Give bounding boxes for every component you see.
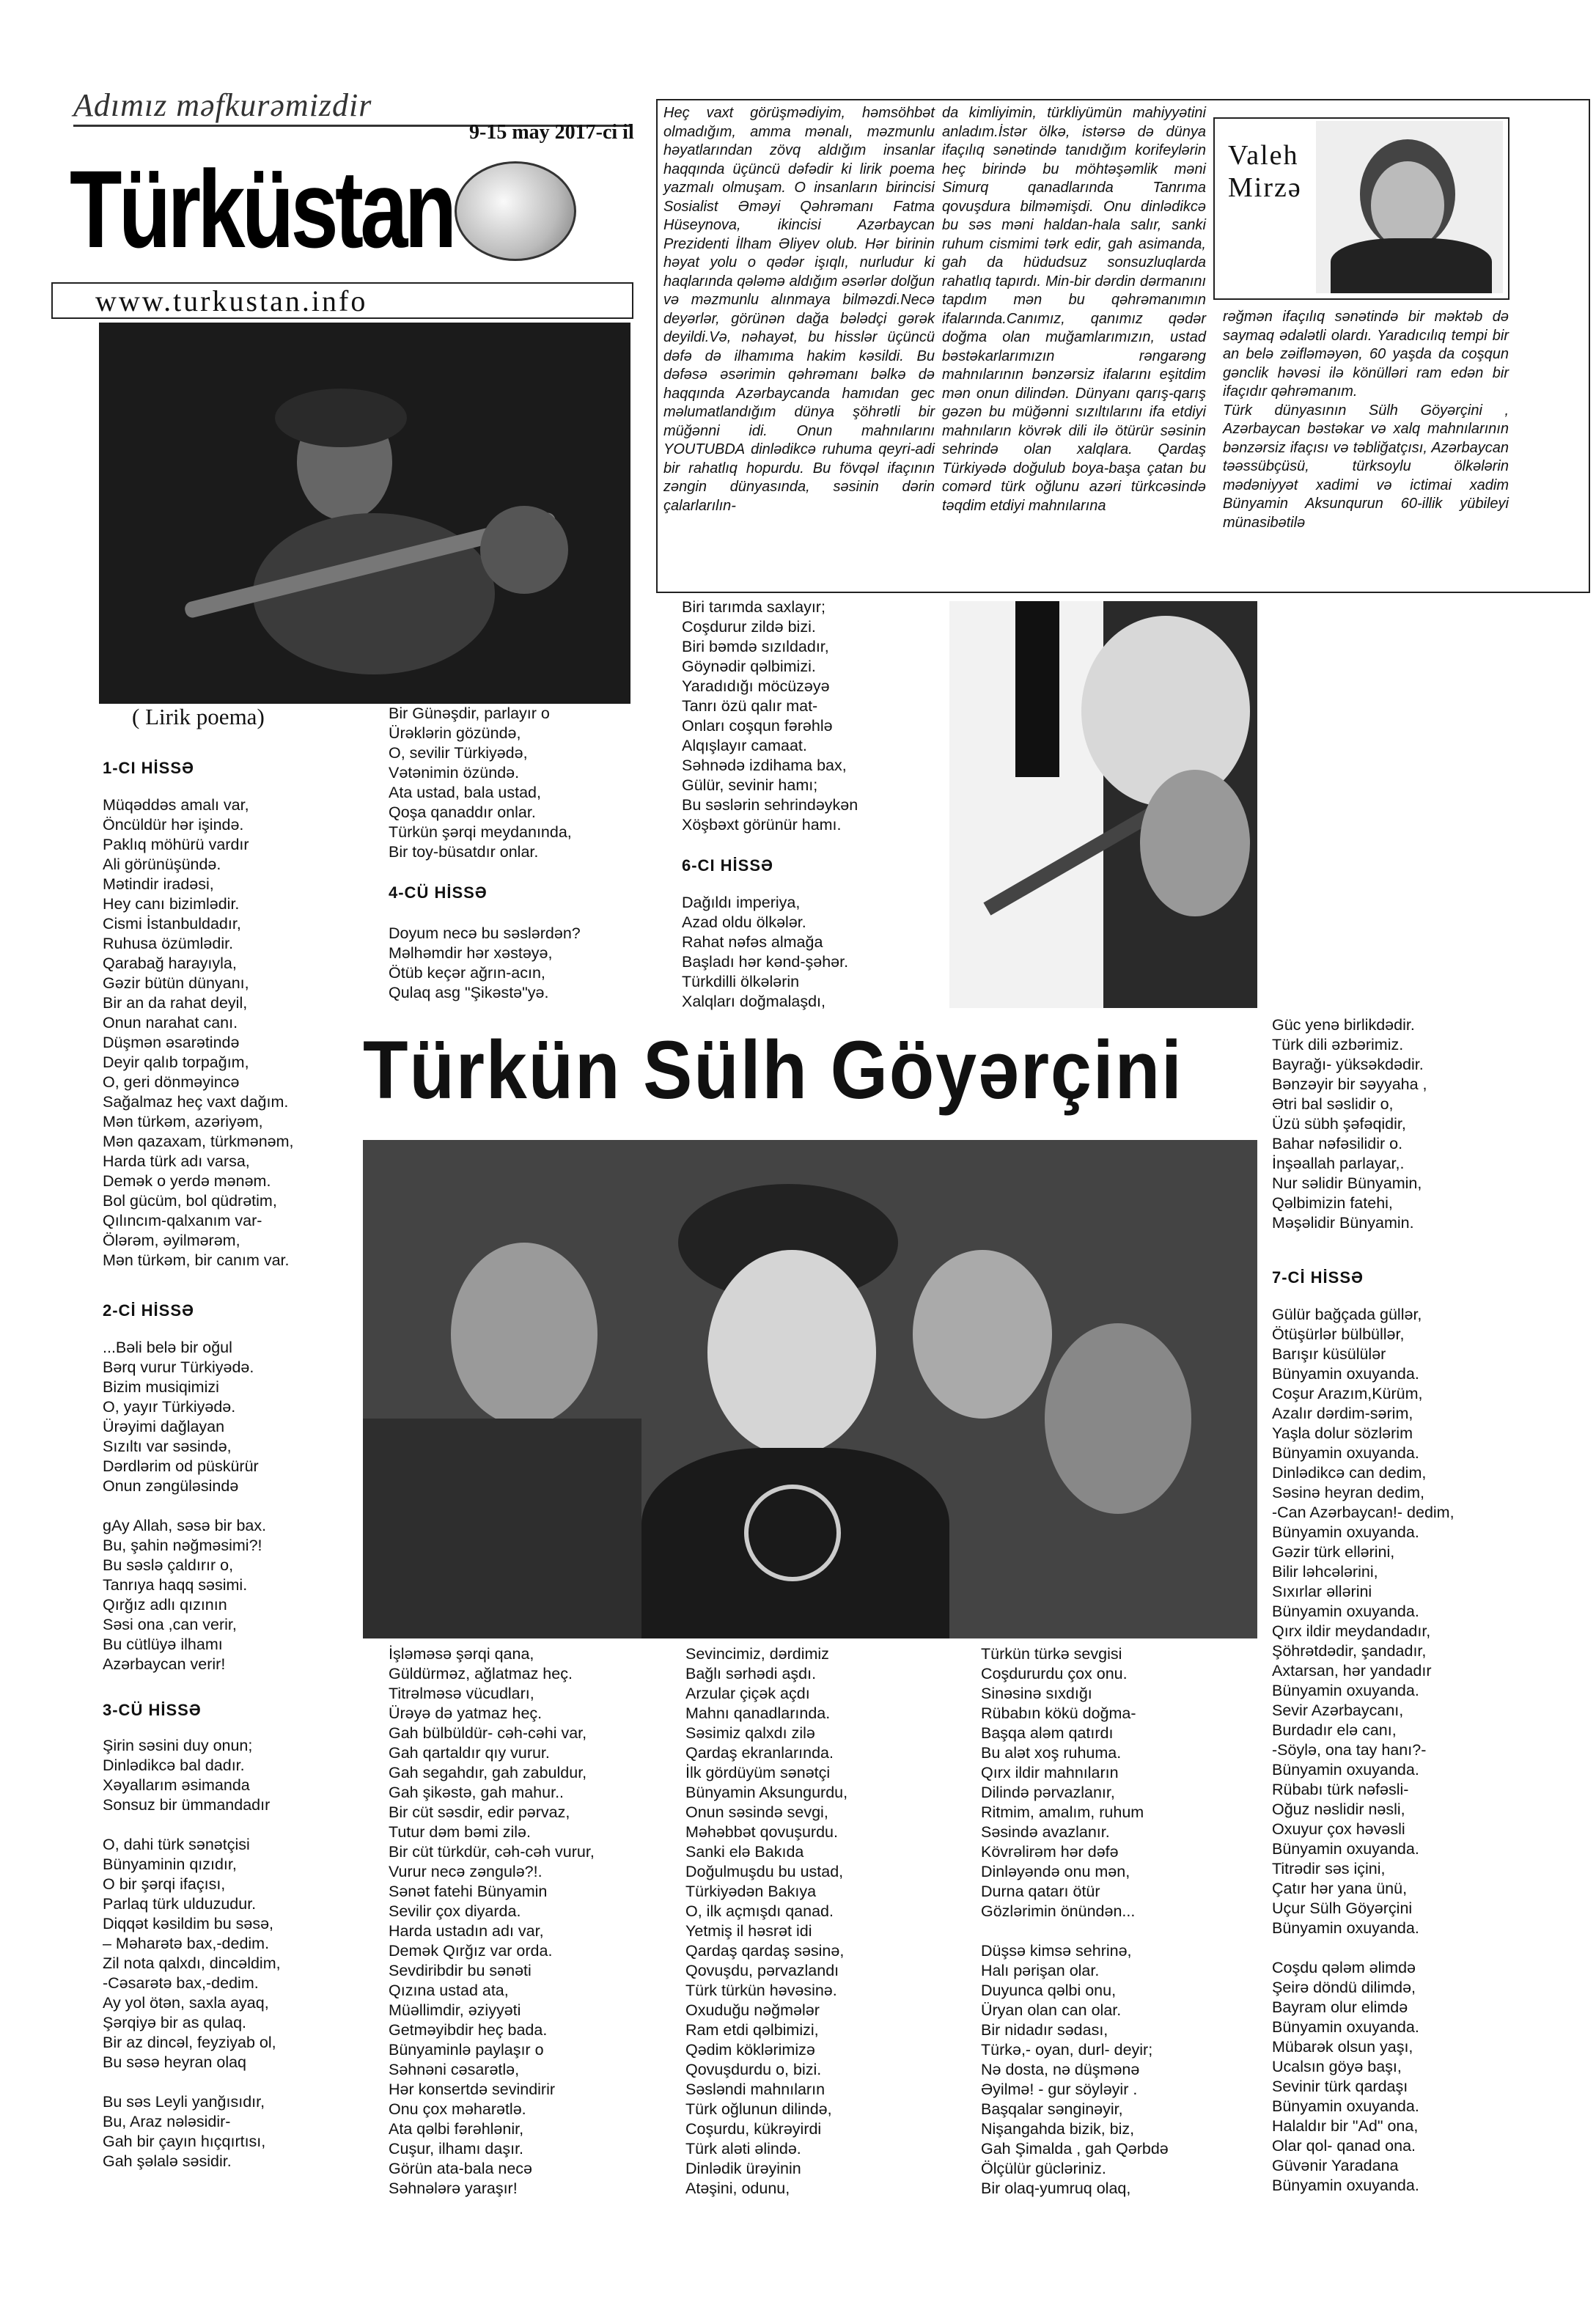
intro-column-1: Heç vaxt görüşmədiyim, həmsöhbət olmadığım, amma mənalı, məzmunlu həyatlarından zövq aldığım insanlar haqqında üçüncü dəfədir ki lirik poema yazmalı olmuşam. O insanların birincisi Sosialist Əməyi Qəhrəmanı Fatma Hüseynova, ikincisi Azərbaycan Prezidenti İlham Əliyev olub. Hər birinin həyat yolu o qədər işıqlı, nurludur ki haqlarında qələmə aldığım əsərlər dolğun və məzmunlu alınmaya bilməzdi.Necə deyərlər, görünən dağa bələdçi gərək deyildi.Və, nəhayət, bu hisslər üçüncü dəfə də ilhamıma hakim kəsildi. Bu dəfəsə əsərimin qəhrəmanı bəlkə də haqqında Azərbaycanda hamıdan gec məlumatlandığım dünya şöhrətli bir müğənni idi. Onun mahnılarını YOUTUBDA dinlədikcə ruhuma qeyri-adi bir rahatlıq hopurdu. Bu fövqəl ifaçının zəngin dünyasında, səsinin dərin çalarlarılın- bbox=[663, 105, 935, 514]
section-7-verse: Gülür bağçada güllər, Ötüşürlər bülbüllər, Barışır küsülülər Bünyamin oxuyanda. Coşur Arazım,Kürüm, Azalır dərdim-sərim, Yaşla dolur sözlərim Bünyamin oxuyanda. Dinlədikcə can dedim, Səsinə heyran dedim, -Can Azərbaycan!- dedim, Bünyamin oxuyanda. Gəzir türk ellərini, Bilir ləhcələrini, Sıxırlar əllərini Bünyamin oxuyanda. Qırx ildir meydandadır, Şöhrətdədir, şandadır, Axtarsan, hər yandadır Bünyamin oxuyanda. Sevir Azərbaycanı, Burdadır elə canı, -Söylə, ona tay hanı?- Bünyamin oxuyanda. Rübabı türk nəfəsli- Oğuz nəslidir nəsli, Oxuyur çox həvəsli Bünyamin oxuyanda. Titrədir səs içini, Çatır hər yana ünü, Uçur Sülh Göyərçini Bünyamin oxuyanda. Coşdu qələm əlimdə Şeirə döndü dilimdə, Bayram olur elimdə Bünyamin oxuyanda. Mübarək olsun yaşı, Ucalsın göyə başı, Sevinir türk qardaşı Bünyamin oxuyanda. Halaldır bir "Ad" ona, Olar qol- qanad ona. Güvənir Yaradana Bünyamin oxuyanda. bbox=[1272, 1306, 1455, 2194]
masthead-slogan: Adımız məfkurəmizdir bbox=[73, 87, 372, 123]
section-7-title: 7-Cİ HİSSƏ bbox=[1272, 1268, 1364, 1287]
column-3-bottom-verse: Sevincimiz, dərdimiz Bağlı sərhədi aşdı. Arzular çiçək açdı Mahnı qanadlarında. Səsimiz qalxdı zilə Qardaş ekranlarında. İlk gördüyüm sənətçi Bünyamin Aksungurdu, Onun səsində sevgi, Məhəbbət qovuşurdu. Sanki elə Bakıda Doğulmuşdu bu ustad, Türkiyədən Bakıya O, ilk açmışdı qanad. Yetmiş il həsrət idi Qardaş qardaş səsinə, Qovuşdu, pərvazlandı Türk türkün həvəsinə. Oxuduğu nəğmələr Ram etdi qəlbimizi, Qədim köklərimizə Qovuşdurdu o, bizi. Səsləndi mahnıların Türk oğlunun dilində, Coşurdu, kükrəyirdi Türk aləti əlində. Dinlədik ürəyinin Atəşini, odunu, bbox=[685, 1645, 848, 2197]
section-6-verse: Dağıldı imperiya, Azad oldu ölkələr. Rahat nəfəs almağa Başladı hər kənd-şəhər. Türkdilli ölkələrin Xalqları doğmalaşdı, bbox=[682, 894, 849, 1010]
column-4-bottom-verse: Türkün türkə sevgisi Coşdururdu çox onu. Sinəsinə sıxdığı Rübabın kökü doğma- Başqa aləm qatırdı Bu alət xoş ruhuma. Qırx ildir mahnıların Dilində pərvazlanır, Ritmim, amalım, ruhum Səsində avazlanır. Kövrəlirəm hər dəfə Dinləyəndə onu mən, Durna qatarı ötür Gözlərimin önündən... Düşsə kimsə sehrinə, Halı pərişan olar. Duyunca qəlbi onu, Üryan olan can olar. Bir nidadır sədası, Türkə,- oyan, durl- deyir; Nə dosta, nə düşmənə Əyilmə! - gur söyləyir . Başqalar sənginəyir, Nişangahda bizik, biz, Gah Şimalda , gah Qərbdə Ölçülür gücləriniz. Bir olaq-yumruq olaq, bbox=[981, 1645, 1169, 2197]
intro-column-3: rəğmən ifaçılıq sənətində bir məktəb də saymaq ədalətli olardı. Yaradıcılıq tempi bir an belə zəifləməyən, 60 yaşda da coşqun gənclik həvəsi ilə könülləri ram edən bir ifaçıdır qəhrəmanım. Türk dünyasının Sülh Göyərçini , Azərbaycan bəstəkar və xalq mahnılarının bənzərsiz ifaçısı və təbliğatçısı, Azərbaycan təəssübçüsü, türksoylu ölkələrin mədəniyyət xadimi və ictimai xadim Bünyamin Aksunqurun 60-illik yübileyi münasibətilə bbox=[1223, 309, 1509, 531]
section-4-title: 4-CÜ HİSSƏ bbox=[389, 883, 488, 902]
author-name-first: Valeh bbox=[1228, 140, 1299, 171]
section-2-verse: ...Bəli belə bir oğul Bərq vurur Türkiyədə. Bizim musiqimizi O, yayır Türkiyədə. Ürəyimi dağlayan Sızıltı var səsində, Dərdlərim od püskürür Onun zəngüləsində gAy Allah, səsə bir bax. Bu, şahin nəğməsimi?! Bu səslə çaldırır o, Tanrıya haqq səsimi. Qırğız adlı qızının Səsi ona ,can verir, Bu cütlüyə ilhamı Azərbaycan verir! bbox=[103, 1339, 267, 1673]
column-2-bottom-verse: İşləməsə şərqi qana, Güldürməz, ağlatmaz heç. Titrəlməsə vücudları, Ürəyə də yatmaz heç. Gah bülbüldür- cəh-cəhi var, Gah qartaldır qıy vurur. Gah segahdır, gah zabuldur, Gah şikəstə, gah mahur.. Bir cüt səsdir, edir pərvaz, Tutur dəm bəmi zilə. Bir cüt türkdür, cəh-cəh vurur, Vurur necə zəngulə?!. Sənət fatehi Bünyamin Sevilir çox diyarda. Harda ustadın adı var, Demək Qırğız var orda. Sevdiribdir bu sənəti Qızına ustad ata, Müəllimdir, əziyyəti Getməyibdir heç bada. Bünyaminlə paylaşır o Səhnəni cəsarətlə, Hər konsertdə sevindirir Onu çox məharətlə. Ata qəlbi fərəhlənir, Cuşur, ilhamı daşır. Görün ata-bala necə Səhnələrə yaraşır! bbox=[389, 1645, 595, 2197]
poem-subtitle: ( Lirik poema) bbox=[132, 704, 265, 729]
intro-column-2: da kimliyimin, türkliyümün mahiyyətini anladım.İstər ölkə, istərsə də dünya ifaçılıq sənətində tanıdığım korifeylərin heç birində bu möhtəşəmlik məni Simurq qanadlarında Tanrıma qovuşdura bilməmişdi. Onu dinlədikcə bu səs məni haldan-hala salır, sanki ruhum cismimi tərk edir, gah asimanda, gah da hüdudsuz sonsuzluqlarda rahatlıq tapırdı. Min-bir dərdin dərmanını tapdım mən bu qəhrəmanımın ifalarında.Canımız, qanımız qədər doğma olan muğamlarımızın, ustad bəstəkarlarımızın rəngarəng mahnılarının bənzərsiz ifalarını eşitdim mən onun dilindən. Dünyanı qarış-qarış gəzən bu müğənni sızıltılarını ifa etdiyi mahnıların kövrək dili ilə ötürür səsinin sehrində olan xalqlara. Qardaş Türkiyədə doğulub boya-başa çatan bu comərd türk oğlunu azəri türkcəsində təqdim etdiyi mahnılarına bbox=[942, 105, 1206, 514]
section-4-verse: Doyum necə bu səslərdən? Məlhəmdir hər xəstəyə, Ötüb keçər ağrın-acın, Qulaq asg "Şikəstə"yə. bbox=[389, 924, 581, 1001]
author-name-last: Mirzə bbox=[1228, 172, 1302, 203]
column-2-top-verse: Bir Günəşdir, parlayır o Ürəklərin gözündə, O, sevilir Türkiyədə, Vətənimin özündə. Ata ustad, bala ustad, Qoşa qanaddır onlar. Türkün şərqi meydanında, Bir toy-büsatdır onlar. bbox=[389, 705, 572, 861]
column-5-top-verse: Güc yenə birlikdədir. Türk dili əzbərimiz. Bayrağı- yüksəkdədir. Bənzəyir bir səyyaha , Ətri bal səslidir o, Üzü sübh şəfəqidir, Bahar nəfəsilidir o. İnşəallah parlayar,. Nur səlidir Bünyamin, Qəlbimizin fatehi, Məşəlidir Bünyamin. bbox=[1272, 1016, 1427, 1232]
musician-photo bbox=[99, 323, 630, 704]
poem-headline: Türkün Sülh Göyərçini bbox=[363, 1024, 1183, 1116]
section-3-verse: Şirin səsini duy onun; Dinlədikcə bal dadır. Xəyallarım əsimanda Sonsuz bir ümmandadır O, dahi türk sənətçisi Bünyaminin qızıdır, O bir şərqi ifaçısı, Parlaq türk ulduzudur. Diqqət kəsildim bu səsə, – Məharətə bax,-dedim. Zil nota qalxdı, dincəldim, -Cəsarətə bax,-dedim. Ay yol ötən, saxla ayaq, Şərqiyə bir as qulaq. Bir az dincəl, feyziyab ol, Bu səsə heyran olaq Bu səs Leyli yanğısıdır, Bu, Araz nələsidir- Gah bir çayın hıçqırtısı, Gah şəlalə səsidir. bbox=[103, 1737, 281, 2170]
section-6-title: 6-CI HİSSƏ bbox=[682, 856, 773, 875]
section-1-verse: Müqəddəs amalı var, Öncüldür hər işində. Paklıq möhürü vardır Ali görünüşündə. Mətindir iradəsi, Hey canı bizimlədir. Cismi İstanbuldadır, Ruhusa özümlədir. Qarabağ harayıyla, Gəzir bütün dünyanı, Bir an da rahat deyil, Onun narahat canı. Düşmən əsarətində Deyir qalıb torpağım, O, geri dönməyincə Sağalmaz heç vaxt dağım. Mən türkəm, azəriyəm, Mən qazaxam, türkmənəm, Harda türk adı varsa, Demək o yerdə mənəm. Bol gücüm, bol qüdrətim, Qılıncım-qalxanım var- Ölərəm, əyilmərəm, Mən türkəm, bir canım var. bbox=[103, 796, 294, 1269]
issue-date: 9-15 may 2017-ci il bbox=[469, 121, 634, 144]
section-2-title: 2-Cİ HİSSƏ bbox=[103, 1301, 194, 1320]
author-portrait bbox=[1316, 121, 1503, 293]
microphone-photo bbox=[949, 601, 1257, 1008]
newspaper-title: Türküstan bbox=[70, 147, 454, 271]
section-3-title: 3-CÜ HİSSƏ bbox=[103, 1701, 202, 1719]
column-3-top-verse: Biri tarımda saxlayır; Coşdurur zildə bizi. Biri bəmdə sızıldadır, Göynədir qəlbimizi. Yaradıdığı möcüzəyə Tanrı özü qalır mat- Onları coşqun fərəhlə Alqışlayır camaat. Səhnədə izdihama bax, Gülür, sevinir hamı; Bu səslərin sehrindəykən Xöşbəxt görünür hamı. bbox=[682, 598, 858, 834]
singers-photo bbox=[363, 1140, 1257, 1638]
section-1-title: 1-CI HİSSƏ bbox=[103, 759, 194, 777]
globe-icon bbox=[455, 161, 576, 261]
website-url: www.turkustan.info bbox=[95, 284, 368, 317]
